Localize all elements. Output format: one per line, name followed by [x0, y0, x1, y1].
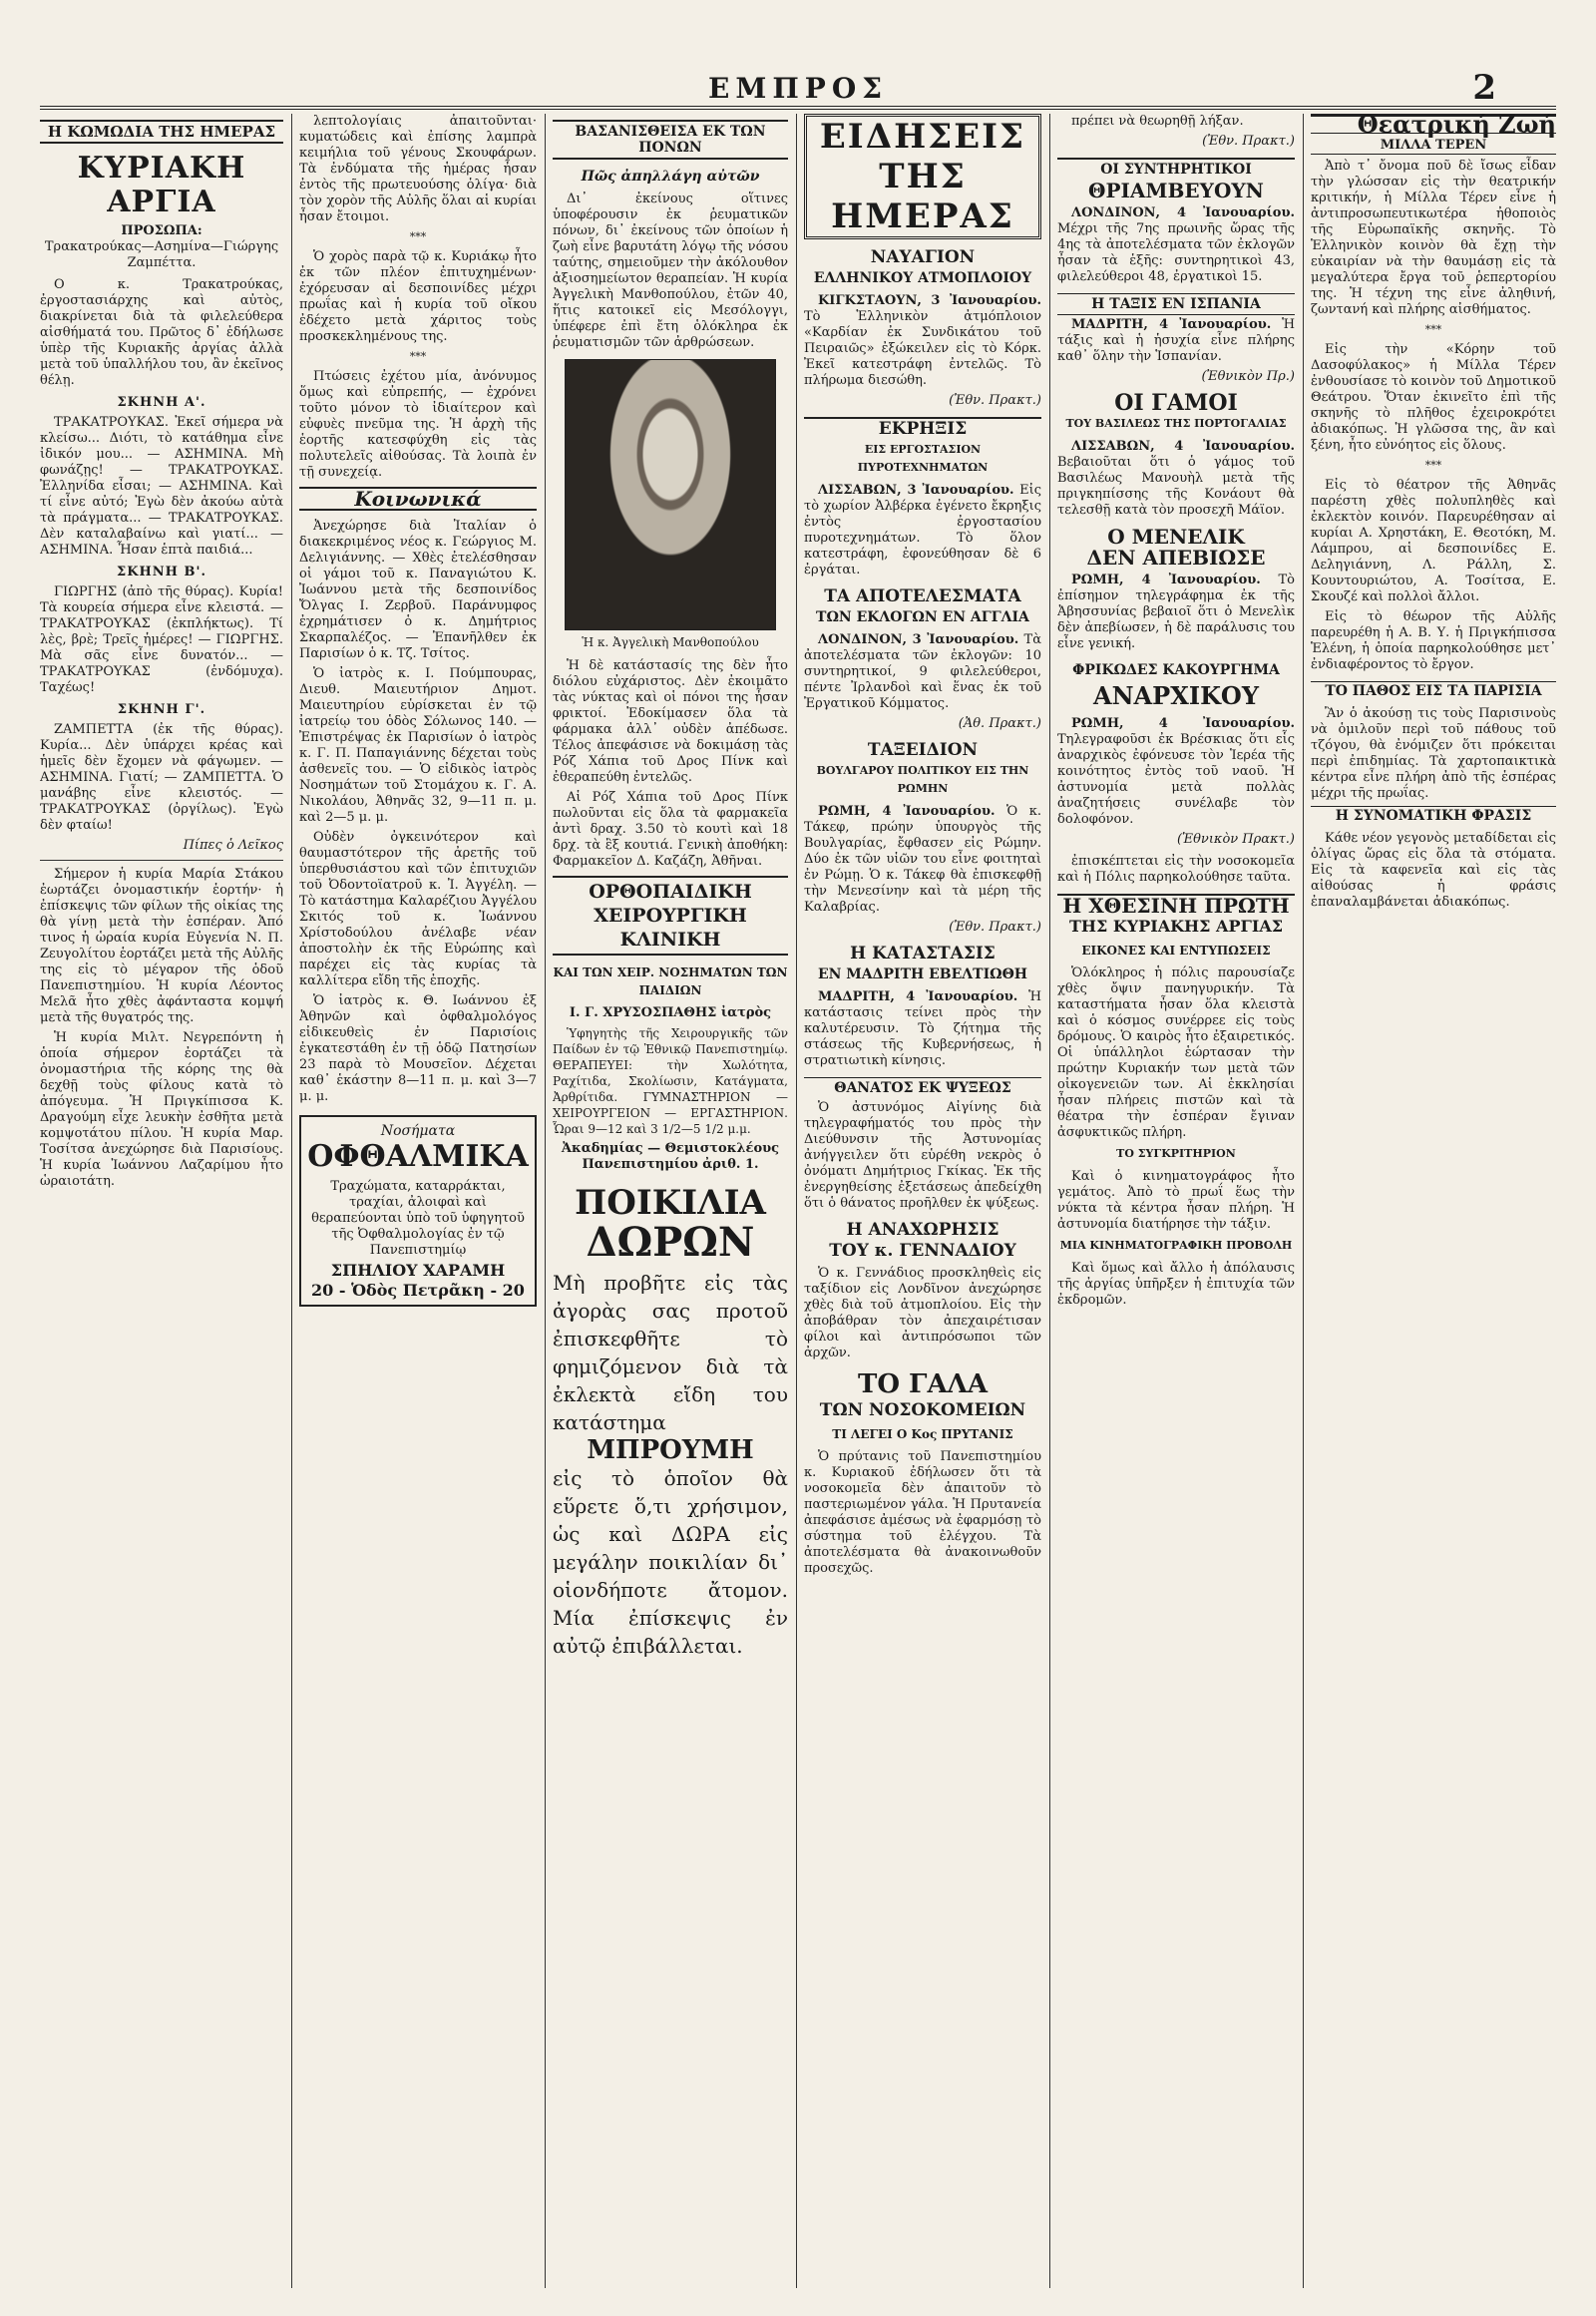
- article-text: Οὐδὲν ὀγκεινότερον καὶ θαυμαστότερον τῆς ἀρετῆς τοῦ ὑπερθυσιάστου καὶ τῶν ἐπιτυχιῶν τοῦ Ὀδοντοϊατροῦ κ. Ἰ. Ἀγγέλη. — Τὸ κατάστημα Καλαρέζιου Ἀγγέλου Σκιτός τοῦ κ. Ἰωάννου Χρίστοδούλου ἀνέλαβε νέαν ἀποστολὴν ἐκ τῆς Εὐρώπης καὶ παρέχει εἰς τὰς κυρίας τὰ καλλίτερα εἴδη τῆς ἐποχῆς.: [299, 830, 537, 988]
- clinic-subheading: ΚΑΙ ΤΩΝ ΧΕΙΡ. ΝΟΣΗΜΑΤΩΝ ΤΩΝ ΠΑΙΔΙΩΝ: [553, 965, 788, 997]
- news-heading: Η ΣΥΝΟΜΑΤΙΚΗ ΦΡΑΣΙΣ: [1311, 806, 1556, 825]
- news-subheading: ΕΙΚΟΝΕΣ ΚΑΙ ΕΝΤΥΠΩΣΕΙΣ: [1081, 944, 1271, 958]
- news-subheading: ΤΟΥ κ. ΓΕΝΝΑΔΙΟΥ: [829, 1241, 1016, 1261]
- clinic-doctor: Ι. Γ. ΧΡΥΣΟΣΠΑΘΗΣ ἰατρὸς: [569, 1005, 772, 1020]
- column-4: [804, 114, 1041, 2288]
- clinic-text: Ὑφηγητὴς τῆς Χειρουργικῆς τῶν Παίδων ἐν τῷ Ἐθνικῷ Πανεπιστημίῳ. ΘΕΡΑΠΕΥΕΙ: τὴν Χωλότητα, Ραχίτιδα, Σκολίωσιν, Κατάγματα, Ἀρθρίτιδα. ΓΥΜΝΑΣΤΗΡΙΟΝ — ΧΕΙΡΟΥΡΓΕΙΟΝ — ΕΡΓΑΣΤΗΡΙΟΝ. Ὧραι 9—12 καὶ 3 1/2—5 1/2 μ.μ.: [553, 1026, 788, 1136]
- news-text: Ὁ κ. Γεννάδιος προσκληθεὶς εἰς ταξίδιον εἰς Λονδῖνον ἀνεχώρησε χθὲς διὰ τοῦ ἀτμοπλοίου. Εἰς τὴν ἀποβάθραν τὸν ἀπεχαιρέτισαν φίλοι καὶ ἀντιπρόσωποι τῶν ἀρχῶν.: [804, 1266, 1041, 1360]
- news-subheading: ΜΙΑ ΚΙΝΗΜΑΤΟΓΡΑΦΙΚΗ ΠΡΟΒΟΛΗ: [1059, 1239, 1293, 1252]
- main-news-heading: ΕΙΔΗΣΕΙΣ ΤΗΣ ΗΜΕΡΑΣ: [804, 114, 1041, 239]
- clinic-heading: ΟΡΘΟΠΑΙΔΙΚΗ ΧΕΙΡΟΥΡΓΙΚΗ ΚΛΙΝΙΚΗ: [553, 876, 788, 956]
- masthead: [40, 68, 1556, 110]
- news-text: Τὰ ἀποτελέσματα τῶν ἐκλογῶν: 10 συντηρητικοί, 9 φιλελεύθεροι, πέντε Ἰρλανδοὶ καὶ ἕνας ἐκ τοῦ Ἐργατικοῦ Κόμματος.: [804, 632, 1041, 711]
- section-heading: Κοινωνικά: [299, 487, 537, 511]
- news-text: Ὁ κ. Τάκεφ, πρώην ὑπουργὸς τῆς Βουλγαρίας, ἔφθασεν εἰς Ρώμην. Δύο ἐκ τῶν υἱῶν του εἶνε φοιτηταὶ ἐν Ρώμῃ. Ὁ κ. Τάκεφ θὰ ἐπισκεφθῇ τὴν Μενεσίνην καὶ τὰ μέρη τῆς Καλαβρίας.: [804, 804, 1041, 915]
- article-text: Εἰς τὸ θέωρον τῆς Αὐλῆς παρευρέθη ἡ Α. Β. Υ. ἡ Πριγκήπισσα Ἑλένη, ἡ ὁποία παρηκολούθησε μετ᾽ ἐνδιαφέροντος τὸ ἔργον.: [1311, 609, 1556, 672]
- dateline: ΚΙΓΚΣΤΑΟΥΝ, 3 Ἰανουαρίου.: [818, 293, 1041, 308]
- article-text: Ὁ ἰατρὸς κ. Θ. Ιωάννου ἐξ Ἀθηνῶν καὶ ὀφθαλμολόγος εἰδικευθεὶς ἐν Παρισίοις ἐγκατεστάθη ἐν τῇ ὁδῷ Πατησίων 23 παρὰ τὸ Μουσεῖον. Δέχεται καθ᾽ ἑκάστην 8—11 π. μ. καὶ 3—7 μ. μ.: [299, 993, 537, 1104]
- news-heading: ΟΙ ΣΥΝΤΗΡΗΤΙΚΟΙ: [1057, 158, 1295, 180]
- article-text: ΖΑΜΠΕΤΤΑ (ἐκ τῆς θύρας). Κυρία... Δὲν ὑπάρχει κρέας καὶ ἡμεῖς δὲν ἔχομεν νὰ φάγωμεν. — ΑΣΗΜΙΝΑ. Γιατί; — ΖΑΜΠΕΤΤΑ. Ὁ μανάβης εἶνε κλειστός. — ΤΡΑΚΑΤΡΟΥΚΑΣ (ὀργίλως). Ἐγὼ δὲν φταίω!: [40, 722, 283, 833]
- news-text: Ὁλόκληρος ἡ πόλις παρουσίαζε χθὲς ὄψιν πανηγυρικήν. Τὰ καταστήματα ἦσαν ὅλα κλειστὰ καὶ ὁ κόσμος συνέρρεε εἰς τοὺς δρόμους. Ὁ καιρὸς ἦτο ἐξαιρετικός. Οἱ ὑπάλληλοι ἑώρτασαν τὴν πρώτην Κυριακήν των μετὰ τῶν οἰκογενειῶν των. Αἱ ἐκκλησίαι ἦσαν πλήρεις πιστῶν καὶ τὰ θέατρα τὴν ἑσπέραν ἔγιναν ἀσφυκτικῶς πλήρη.: [1057, 965, 1295, 1140]
- news-subheading: ΔΕΝ ΑΠΕΒΙΩΣΕ: [1086, 546, 1266, 570]
- news-subheading: ΑΝΑΡΧΙΚΟΥ: [1093, 681, 1259, 710]
- news-text: Τηλεγραφοῦσι ἐκ Βρέσκιας ὅτι εἷς ἀναρχικὸς ἐφόνευσε τὸν Ἱερέα τῆς κοινότητος ἐντὸς τοῦ ναοῦ. Ἡ ἀστυνομία μετὰ πολλὰς ἀναζητήσεις συνέλαβε τὸν δολοφόνον.: [1057, 732, 1295, 827]
- news-heading: ΘΑΝΑΤΟΣ ΕΚ ΨΥΞΕΩΣ: [804, 1077, 1041, 1098]
- news-heading: ΤΑ ΑΠΟΤΕΛΕΣΜΑΤΑ: [824, 586, 1021, 606]
- subheading: Πῶς ἀπηλλάγη αὐτῶν: [581, 169, 760, 185]
- news-heading: ΤΟ ΓΑΛΑ: [857, 1369, 989, 1399]
- ad-store-name: ΜΠΡΟΥΜΗ: [587, 1435, 754, 1465]
- photo-caption: Ἡ κ. Ἀγγελικὴ Μανθοπούλου: [582, 635, 759, 649]
- article-text: Εἰς τὸ θέατρον τῆς Ἀθηνᾶς παρέστη χθὲς πολυπληθὲς καὶ ἐκλεκτὸν κοινόν. Παρευρέθησαν αἱ κυρίαι Α. Χρηστάκη, Ε. Θεοτόκη, Μ. Λάμπρου, αἱ δεσποινίδες Ε. Δεληγιάννη, Λ. Ράλλη, Σ. Κουντουριώτου, Α. Τοσίτσα, Ε. Σκουζέ καὶ πολλοὶ ἄλλοι.: [1311, 478, 1556, 604]
- news-subheading: ΕΝ ΜΑΔΡΙΤΗ ΕΒΕΛΤΙΩΘΗ: [817, 966, 1028, 982]
- news-text: Καὶ ὅμως καὶ ἄλλο ἡ ἀπόλαυσις τῆς ἀργίας ὑπῆρξεν ἡ ἐπιτυχία τῶν ἐκδρομῶν.: [1057, 1261, 1295, 1308]
- news-subheading: ΤΟ ΣΥΓΚΡΙΤΗΡΙΟΝ: [1116, 1147, 1236, 1160]
- ad-address: 20 - Ὁδὸς Πετρᾶκη - 20: [311, 1281, 525, 1300]
- news-text: Ἡ κατάστασις τείνει πρὸς τὴν καλυτέρευσιν. Τὸ ζήτημα τῆς στάσεως τῆς Κυβερνήσεως, ἡ στρατιωτικὴ κίνησις.: [804, 989, 1041, 1068]
- persons-label: ΠΡΟΣΩΠΑ:: [121, 223, 202, 238]
- news-subheading: ΘΡΙΑΜΒΕΥΟΥΝ: [1088, 179, 1264, 202]
- article-text: Ἡ δὲ κατάστασίς της δὲν ἦτο διόλου εὐχάριστος. Δὲν ἐκοιμᾶτο τὰς νύκτας καὶ οἱ πόνοι της ἦσαν φρικτοί. Ἐδοκίμασεν ὅλα τὰ φάρμακα ἀλλ᾽ οὐδὲν ἀπέδωσε. Τέλος ἀπεφάσισε νὰ δοκιμάσῃ τὰς Ρόζ Χάπια τοῦ Δρος Πίνκ καὶ ἐθεραπεύθη ἐντελῶς.: [553, 658, 788, 785]
- news-subheading: ΤΩΝ ΕΚΛΟΓΩΝ ΕΝ ΑΓΓΛΙΑ: [816, 609, 1029, 625]
- dateline: ΡΩΜΗ, 4 Ἰανουαρίου.: [818, 804, 996, 819]
- news-subheading: ΤΙ ΛΕΓΕΙ Ο Κος ΠΡΥΤΑΝΙΣ: [832, 1427, 1013, 1441]
- separator-stars: ***: [409, 230, 427, 243]
- news-heading: ΦΡΙΚΩΔΕΣ ΚΑΚΟΥΡΓΗΜΑ: [1072, 662, 1280, 678]
- news-text: Ὁ πρύτανις τοῦ Πανεπιστημίου κ. Κυριακοῦ ἐδήλωσεν ὅτι τὰ νοσοκομεῖα δὲν ἀπαιτοῦν τὸ παστεριωμένον γάλα. Ἡ Πρυτανεία ἀπεφάσισε ἀμέσως νὰ ἐφαρμόσῃ τὸ σύστημα τοῦ ἐλέγχου. Τὰ ἀποτελέσματα θὰ ἀνακοινωθοῦν προσεχῶς.: [804, 1449, 1041, 1576]
- news-heading: ΝΑΥΑΓΙΟΝ: [870, 247, 976, 267]
- article-text: Ὁ ἰατρὸς κ. Ι. Πούμπουρας, Διευθ. Μαιευτήριον Δημοτ. Μαιευτηρίου εὑρίσκεται ἐν τῷ ἰατρείῳ του ὁδὸς Σόλωνος 140. — Ἐπιστρέψας ἐκ Παρισίων ὁ ἰατρὸς κ. Γ. Π. Παπαγιάννης δέχεται τοὺς ἀσθενεῖς του. — Ὁ εἰδικὸς ἰατρὸς Νοσημάτων τοῦ Στομάχου κ. Γ. Α. Νικολάου, Ἀθηνᾶς 32, 9—11 π. μ. καὶ 2—5 μ. μ.: [299, 666, 537, 825]
- news-heading: Η ΧΘΕΣΙΝΗ ΠΡΩΤΗ: [1057, 894, 1295, 916]
- column-rule: [291, 114, 292, 2288]
- subheading: ΜΙΛΛΑ ΤΕΡΕΝ: [1311, 138, 1556, 155]
- dateline: ΛΙΣΣΑΒΩΝ, 4 Ἰανουαρίου.: [1071, 439, 1295, 454]
- news-text: Ὁ ἀστυνόμος Αἰγίνης διὰ τηλεγραφήματός του πρὸς τὴν Διεύθυνσιν τῆς Ἀστυνομίας ἀνήγγειλεν ὅτι εὑρέθη νεκρὸς ὁ ὀνόματι Δημήτριος Γκίκας. Ἐκ τῆς ἐνεργηθείσης ἐξετάσεως ἀπεδείχθη ὅτι ὁ θάνατος προῆλθεν ἐκ ψύξεως.: [804, 1100, 1041, 1211]
- ad-title: ΟΦΘΑΛΜΙΚΑ: [307, 1139, 529, 1174]
- article-text: Ἀνεχώρησε διὰ Ἰταλίαν ὁ διακεκριμένος νέος κ. Γεώργιος Μ. Δελιγιάννης. — Χθὲς ἐτελέσθησαν οἱ γάμοι τοῦ κ. Παναγιώτου Κ. Ἰωάννου μετὰ τῆς δεσποινίδος Ὄλγας Ι. Ζερβοῦ. Παράνυμφος ἐχρημάτισεν ὁ κ. Δημήτριος Σκαρπαλέζος. — Ἐπανῆλθεν ἐκ Παρισίων ὁ κ. Τζ. Τσίτος.: [299, 519, 537, 661]
- news-text: Μέχρι τῆς 7ης πρωινῆς ὥρας τῆς 4ης τὰ ἀποτελέσματα τῶν ἐκλογῶν ἦσαν τὰ ἑξῆς: συντηρητικοὶ 43, φιλελεύθεροι 48, ἐργατικοὶ 15.: [1057, 221, 1295, 284]
- dateline: ΡΩΜΗ, 4 Ἰανουαρίου.: [1071, 573, 1261, 587]
- article-text: Ἂν ὁ ἀκούσῃ τις τοὺς Παρισινοὺς νὰ ὁμιλοῦν περὶ τοῦ πάθους τοῦ τζόγου, θὰ ἐνόμιζεν ὅτι πρόκειται περὶ ἐπιδημίας. Τὰ χαρτοπαικτικὰ κέντρα εἶνε πλήρη ἀπὸ τῆς ἑσπέρας μέχρι τῆς πρωΐας.: [1311, 706, 1556, 801]
- newspaper-title: ΕΜΠΡΟΣ: [707, 72, 889, 105]
- news-heading: ΟΙ ΓΑΜΟΙ: [1114, 390, 1238, 416]
- page-number: 2: [1472, 68, 1496, 108]
- article-text: Αἱ Ρόζ Χάπια τοῦ Δρος Πίνκ πωλοῦνται εἰς ὅλα τὰ φαρμακεῖα ἀντὶ δραχ. 3.50 τὸ κουτὶ καὶ 18 δρχ. τὰ ἓξ κουτιά. Γενικὴ ἀποθήκη: Φαρμακεῖον Δ. Καζάζη, Ἀθῆναι.: [553, 790, 788, 869]
- article-text: Ἡ κυρία Μιλτ. Νεγρεπόντη ἡ ὁποία σήμερον ἐορτάζει τὰ ὀνομαστήρια τῆς κόρης της θὰ δεχθῇ τοὺς φίλους κατὰ τὸ ἀπόγευμα. Ἡ Πριγκίπισσα Κ. Δραγούμη εἶχε λευκὴν ἐσθῆτα μετὰ κομψοτάτου πίλου. Ἡ κυρία Μαρ. Τοσίτσα ἀνεχώρησε διὰ Παρισίους. Ἡ κυρία Ἰωάννου Λαζαρίμου ἦτο ὡραιοτάτη.: [40, 1030, 283, 1189]
- news-text: Βεβαιοῦται ὅτι ὁ γάμος τοῦ Βασιλέως Μανουὴλ μετὰ τῆς πριγκηπίσσης τῆς Κονάουτ θὰ τελεσθῇ κατὰ τὸν προσεχῆ Μάϊον.: [1057, 455, 1295, 518]
- ad-heading: ΠΟΙΚΙΛΙΑ: [575, 1183, 766, 1223]
- column-5: [1057, 114, 1295, 2288]
- column-rule: [1303, 114, 1304, 2288]
- advertisement: [299, 1115, 537, 1307]
- divider: [40, 860, 283, 861]
- dateline: ΛΟΝΔΙΝΟΝ, 3 Ἰανουαρίου.: [818, 632, 1019, 647]
- scene-heading: ΣΚΗΝΗ Γ'.: [117, 702, 206, 717]
- ad-name: ΣΠΗΛΙΟΥ ΧΑΡΑΜΗ: [330, 1261, 506, 1280]
- section-heading: Η ΚΩΜΩΔΙΑ ΤΗΣ ΗΜΕΡΑΣ: [40, 120, 283, 144]
- separator-stars: ***: [409, 350, 427, 363]
- column-1: [40, 114, 283, 2288]
- ad-kicker: Νοσήματα: [380, 1123, 456, 1139]
- dateline: ΛΟΝΔΙΝΟΝ, 4 Ἰανουαρίου.: [1071, 205, 1295, 220]
- advertisement: [553, 1183, 788, 1660]
- news-heading: Η ΑΝΑΧΩΡΗΣΙΣ: [846, 1220, 999, 1240]
- clinic-address: Ἀκαδημίας — Θεμιστοκλέους Πανεπιστημίου ἀριθ. 1.: [561, 1141, 780, 1172]
- article-text: λεπτολογίαις ἀπαιτοῦνται· κυματώδεις καὶ ἐπίσης λαμπρὰ κειμήλια τοῦ γένους Σκουφάρων. Τὰ ἐνδύματα τῆς ἡμέρας ἦσαν ἐντὸς τῆς πρωτευούσης ὁλίγα· διὰ τὸν χορὸν τῆς Αὐλῆς ὅλαι αἱ κυρίαι ἦσαν ἔτοιμοι.: [299, 114, 537, 224]
- column-rule: [1049, 114, 1050, 2288]
- article-text: Ἀπὸ τ᾽ ὄνομα ποῦ δὲ ἴσως εἶδαν τὴν γλώσσαν εἰς τὴν θεατρικήν κριτικήν, ἡ Μίλλα Τέρεν εἶνε ἡ ἀντιπροσωπευτικωτέρα ἠθοποιὸς τῆς Εὐρωπαϊκῆς σκηνῆς. Τὸ Ἑλληνικὸν κοινὸν θὰ ἔχῃ τὴν εὐκαιρίαν νὰ τὴν θαυμάσῃ εἰς τὰ μεγαλύτερα ἔργα τοῦ ῥεπερτορίου της. Ἡ τέχνη της εἶνε ἀληθινή, ζωντανή καὶ πλήρης αἰσθήματος.: [1311, 159, 1556, 317]
- news-heading: Η ΤΑΞΙΣ ΕΝ ΙΣΠΑΝΙΑ: [1057, 293, 1295, 315]
- column-2: [299, 114, 537, 2288]
- news-subheading: ΤΗΣ ΚΥΡΙΑΚΗΣ ΑΡΓΙΑΣ: [1068, 917, 1284, 936]
- news-text: Εἰς τὸ χωρίον Ἀλβέρκα ἐγένετο ἔκρηξις ἐντὸς ἐργοστασίου πυροτεχνημάτων. Τὸ ὅλον κατεστράφη, ἐφονεύθησαν δὲ 6 ἐργάται.: [804, 483, 1041, 578]
- news-source: (Ἐθν. Πρακτ.): [949, 393, 1041, 408]
- news-text: πρέπει νὰ θεωρηθῇ λήξαν.: [1071, 114, 1244, 129]
- article-text: Εἰς τὴν «Κόρην τοῦ Δασοφύλακος» ἡ Μίλλα Τέρεν ἐνθουσίασε τὸ κοινὸν τοῦ Δημοτικοῦ Θεάτρου. Ὅταν ἐκινεῖτο ἐπὶ τῆς σκηνῆς τὸ πλῆθος ἐχειροκρότει ἀδιακόπως. Ἡ γλῶσσα της, ἂν καὶ ξένη, ἦτο εὐνόητος εἰς ὅλους.: [1311, 342, 1556, 453]
- news-heading: ΤΑΞΕΙΔΙΟΝ: [867, 740, 979, 760]
- ad-text: εἰς τὸ ὁποῖον θὰ εὕρετε ὅ,τι χρήσιμον, ὡς καὶ ΔΩΡΑ εἰς μεγάλην ποικιλίαν δι᾽ οἱονδήποτε ἄτομον. Μία ἐπίσκεψις ἐν αὐτῷ ἐπιβάλλεται.: [553, 1466, 788, 1658]
- news-source: (Ἐθν. Πρακτ.): [1202, 134, 1295, 149]
- news-subheading: ΕΙΣ ΕΡΓΟΣΤΑΣΙΟΝ ΠΥΡΟΤΕΧΝΗΜΑΤΩΝ: [857, 443, 989, 474]
- article-title: ΚΥΡΙΑΚΗ ΑΡΓΙΑ: [77, 151, 246, 219]
- article-text: ΓΙΩΡΓΗΣ (ἀπὸ τῆς θύρας). Κυρία! Τὰ κουρεία σήμερα εἶνε κλειστά. — ΤΡΑΚΑΤΡΟΥΚΑΣ (ἐκπλήκτως). Τί λὲς, βρὲ; Τρεῖς ἡμέρες! — ΓΙΩΡΓΗΣ. Μὰ σᾶς εἶνε δυνατόν... — ΤΡΑΚΑΤΡΟΥΚΑΣ (ἐνδόμυχα). Ταχέως!: [40, 584, 283, 695]
- portrait-photo: [565, 359, 776, 630]
- article-text: Πτώσεις ἐχέτου μία, ἀνόνυμος ὅμως καὶ εὐπρεπής, — ἐχρόνει τοῦτο μόνον τὸ ἰδιαίτερον καὶ εὐφυὲς πνεῦμα της. Ἡ ἀρχὴ τῆς ἑορτῆς κατεσφύχθη εἰς τὰς πολυτελεῖς αἰθούσας. Τὰ λοιπὰ ἐν τῇ συνεχείᾳ.: [299, 369, 537, 480]
- news-subheading: ΤΩΝ ΝΟΣΟΚΟΜΕΙΩΝ: [819, 1400, 1026, 1420]
- article-text: Ο κ. Τρακατρούκας, ἐργοστασιάρχης καὶ αὐτὸς, διακρίνεται διὰ τὰ φιλελεύθερα αἰσθήματά του. Πρῶτος δ᾽ ἐδήλωσε ὑπὲρ τῆς Κυριακῆς ἀργίας ἀλλὰ μετὰ τοῦ ὑπαλλήλου του, ἂν ἐκεῖνος θέλῃ.: [40, 277, 283, 388]
- article-text: Δι᾽ ἐκείνους οἵτινες ὑποφέρουσιν ἐκ ῥευματικῶν πόνων, δι᾽ ἐκείνους τῶν ὁποίων ἡ ζωὴ εἶνε βαρυτάτη λόγῳ τῆς νόσου ταύτης, σημειοῦμεν τὴν ἀκόλουθον ἀξιοσημείωτον θεραπείαν. Ἡ κυρία Ἀγγελικὴ Μανθοπούλου, ἐτῶν 40, ἥτις κατοικεῖ εἰς Μεσόλογγι, ὑπέφερε ἐπὶ ἔτη ὁλόκληρα ἐκ ῥευματισμῶν τῶν ἀρθρώσεων.: [553, 192, 788, 350]
- column-rule: [796, 114, 797, 2288]
- news-heading: ΕΚΡΗΞΙΣ: [804, 417, 1041, 439]
- dateline: ΛΙΣΣΑΒΩΝ, 3 Ἰανουαρίου.: [818, 483, 1014, 498]
- news-source: (Ἀθ. Πρακτ.): [958, 716, 1041, 731]
- news-heading: Ο ΜΕΝΕΛΙΚ: [1107, 525, 1245, 549]
- news-subheading: ΒΟΥΛΓΑΡΟΥ ΠΟΛΙΤΙΚΟΥ ΕΙΣ ΤΗΝ ΡΩΜΗΝ: [816, 764, 1029, 795]
- scene-heading: ΣΚΗΝΗ Β'.: [117, 565, 206, 579]
- ad-text: Τραχώματα, καταρράκται, τραχίαι, ἀλοιφαὶ καὶ θεραπεύονται ὑπὸ τοῦ ὑφηγητοῦ τῆς Ὀφθαλμολογίας ἐν τῷ Πανεπιστημίῳ: [311, 1179, 525, 1258]
- dateline: ΜΑΔΡΙΤΗ, 4 Ἰανουαρίου.: [818, 989, 1018, 1004]
- article-text: Ὁ χορὸς παρὰ τῷ κ. Κυριάκῳ ἦτο ἐκ τῶν πλέον ἐπιτυχημένων· ἐχόρευσαν αἱ δεσποινίδες μέχρι πρωΐας καὶ ἡ κυρία τοῦ οἴκου ἐδέχετο μετὰ χάριτος τοὺς προσκεκλημένους της.: [299, 249, 537, 344]
- news-text: Ἡ τάξις καὶ ἡ ἡσυχία εἶνε πλήρης καθ᾽ ὅλην τὴν Ἱσπανίαν.: [1057, 317, 1295, 364]
- dateline: ΡΩΜΗ, 4 Ἰανουαρίου.: [1071, 716, 1295, 731]
- separator-stars: ***: [1424, 323, 1442, 336]
- news-subheading: ΤΟΥ ΒΑΣΙΛΕΩΣ ΤΗΣ ΠΟΡΤΟΓΑΛΙΑΣ: [1065, 417, 1287, 430]
- section-heading: ΒΑΣΑΝΙΣΘΕΙΣΑ ΕΚ ΤΩΝ ΠΟΝΩΝ: [553, 120, 788, 160]
- news-heading: ΤΟ ΠΑΘΟΣ ΕΙΣ ΤΑ ΠΑΡΙΣΙΑ: [1311, 681, 1556, 700]
- column-6: [1311, 114, 1556, 2288]
- article-text: Κάθε νέον γεγονὸς μεταδίδεται εἰς ὀλίγας ὥρας εἰς ὅλα τὰ στόματα. Εἰς τὰ καφενεῖα καὶ εἰς τὰς αἰθούσας ἡ φράσις ἐπαναλαμβάνεται ἀδιακόπως.: [1311, 831, 1556, 910]
- news-text: Τὸ Ἑλληνικὸν ἀτμόπλοιον «Καρδίαν ἐκ Συνδικάτου τοῦ Πειραιῶς» ἐξώκειλεν εἰς τὸ Κόρκ. Ἐκεῖ κατεστράφη ἐντελῶς. Τὸ πλήρωμα διεσώθη.: [804, 309, 1041, 388]
- news-text: Καὶ ὁ κινηματογράφος ἦτο γεμάτος. Ἀπὸ τὸ πρωΐ ἕως τὴν νύκτα τὰ κέντρα ἦσαν πλήρη. Ἡ ἀστυνομία διατήρησε τὴν τάξιν.: [1057, 1169, 1295, 1232]
- news-source: (Ἐθνικὸν Πρ.): [1201, 369, 1295, 384]
- column-3: [553, 114, 788, 2288]
- news-text: Τὸ ἐπίσημον τηλεγράφημα ἐκ τῆς Ἀβησσυνίας βεβαιοῖ ὅτι ὁ Μενελὶκ δὲν ἀπεβίωσεν, ἡ δὲ παράλυσις του εἶνε γενική.: [1057, 573, 1295, 651]
- column-rule: [545, 114, 546, 2288]
- scene-heading: ΣΚΗΝΗ Α'.: [117, 395, 206, 410]
- dateline: ΜΑΔΡΙΤΗ, 4 Ἰανουαρίου.: [1071, 317, 1272, 332]
- ad-text: Μὴ προβῆτε εἰς τὰς ἀγορὰς σας προτοῦ ἐπισκεφθῆτε τὸ φημιζόμενον διὰ τὰ ἐκλεκτὰ εἴδη του κατάστημα: [553, 1271, 788, 1434]
- news-text: ἐπισκέπτεται εἰς τὴν νοσοκομεῖα καὶ ἡ Πόλις παρηκολούθησε ταῦτα.: [1057, 854, 1295, 885]
- ad-heading: ΔΩΡΩΝ: [586, 1219, 755, 1266]
- news-source: (Ἐθν. Πρακτ.): [949, 920, 1041, 935]
- section-heading: Θεατρική Ζωή: [1311, 114, 1556, 134]
- article-text: Σήμερον ἡ κυρία Μαρία Στάκου ἐωρτάζει ὀνομαστικήν ἑορτήν· ἡ ἐπίσκεψις τῶν φίλων τῆς οἰκίας της θὰ γίνῃ μετὰ τὴν ἑσπέραν. Ἀπό τινος ἡ ὡραία κυρία Εὐγενία Ν. Π. Ζευγολίτου ἑορτάζει μετὰ τῆς Αὐλῆς της εἰς τὸ μέγαρον τῆς ὁδοῦ Πανεπιστημίου. Ἡ κυρία Λέοντος Μελᾶ ἦτο χθὲς ἀφάνταστα κομψή μετὰ τῆς θυγατρός της.: [40, 867, 283, 1025]
- separator-stars: ***: [1424, 459, 1442, 472]
- news-source: (Ἐθνικὸν Πρακτ.): [1176, 832, 1295, 847]
- signature: Πίπες ὁ Λεῖκος: [183, 838, 283, 853]
- persons-list: Τρακατρούκας—Ασημίνα—Γιώργης Ζαμπέττα.: [44, 239, 279, 270]
- news-subheading: ΕΛΛΗΝΙΚΟΥ ΑΤΜΟΠΛΟΙΟΥ: [813, 270, 1032, 286]
- news-heading: Η ΚΑΤΑΣΤΑΣΙΣ: [850, 944, 996, 964]
- article-text: ΤΡΑΚΑΤΡΟΥΚΑΣ. Ἐκεῖ σήμερα νὰ κλείσω... Διότι, τὸ κατάθημα εἶνε ἰδικόν μου... — ΑΣΗΜΙΝΑ. Μὴ φωνάζῃς! — ΤΡΑΚΑΤΡΟΥΚΑΣ. Ἐλληνίδα εἶσαι; — ΑΣΗΜΙΝΑ. Καὶ τί εἶνε αὐτό; Ἐγὼ δὲν ἀκούω αὐτὰ τὰ πράγματα... — ΤΡΑΚΑΤΡΟΥΚΑΣ. Δὲν καταλαβαίνω καὶ γιατί... — ΑΣΗΜΙΝΑ. Ἦσαν ἑπτὰ παιδιά...: [40, 415, 283, 558]
